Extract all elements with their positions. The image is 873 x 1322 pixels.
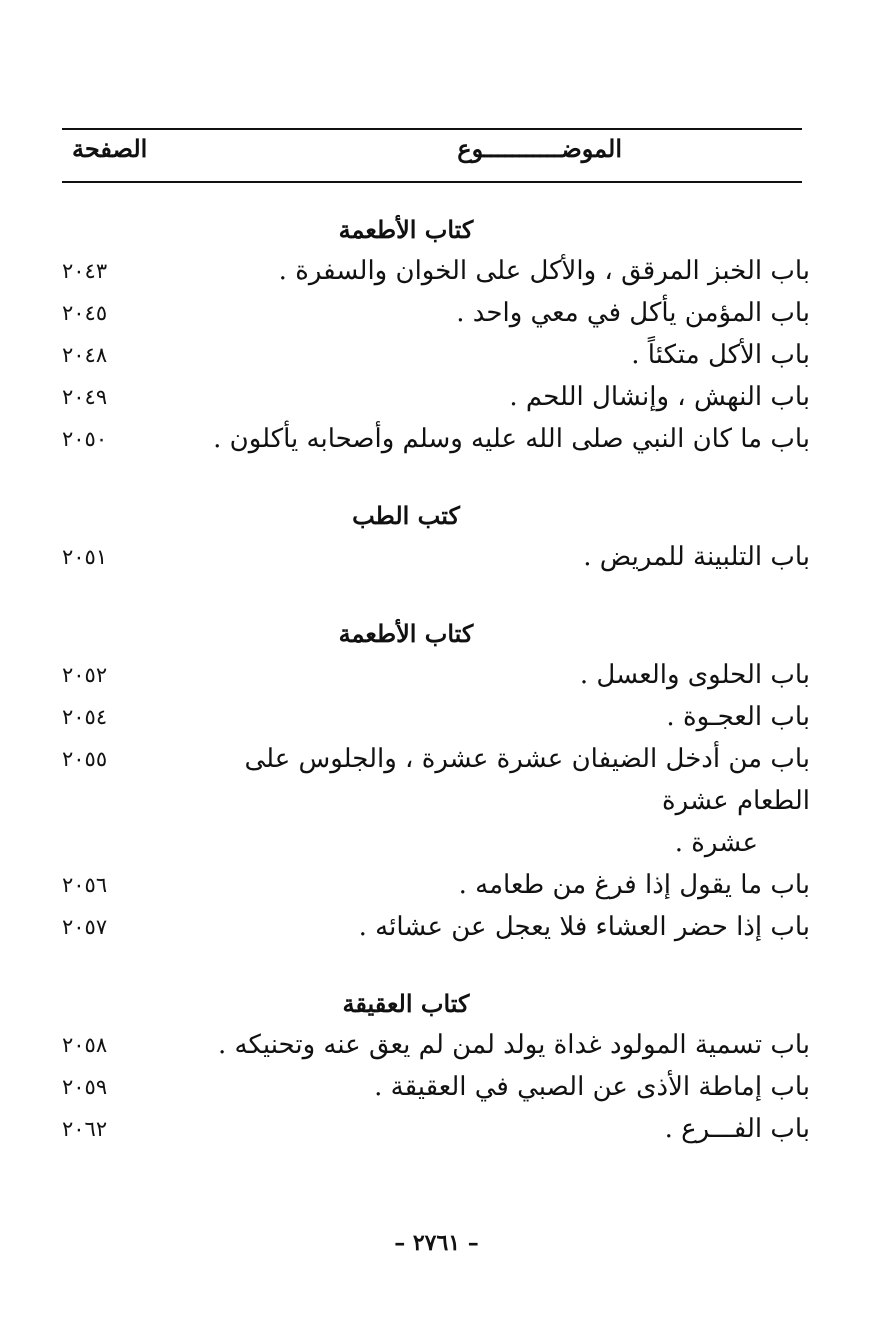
toc-entry bbox=[62, 1108, 810, 1150]
entry-title: باب الفـــرع . bbox=[664, 1114, 810, 1144]
toc-entry bbox=[62, 738, 810, 864]
page-column-header: الصفحة bbox=[72, 134, 148, 163]
toc-entry bbox=[62, 334, 810, 376]
entry-title: باب الخبز المرقق ، والأكل على الخوان والسفرة . bbox=[278, 256, 810, 286]
header-bottom-rule bbox=[62, 181, 802, 183]
entry-page-number: ٢٠٥٧ bbox=[62, 915, 108, 939]
toc-entry bbox=[62, 1066, 810, 1108]
entry-title: باب المؤمن يأكل في معي واحد . bbox=[456, 298, 810, 328]
toc-entry bbox=[62, 292, 810, 334]
entry-title: باب من أدخل الضيفان عشرة عشرة ، والجلوس على الطعام عشرة bbox=[244, 744, 810, 816]
toc-entry bbox=[62, 376, 810, 418]
entry-title: باب ما كان النبي صلى الله عليه وسلم وأصحابه يأكلون . bbox=[213, 424, 810, 454]
entry-page-number: ٢٠٥٩ bbox=[62, 1075, 108, 1099]
subject-column-header: الموضـــــــــــوع bbox=[457, 134, 622, 163]
entry-page-number: ٢٠٦٢ bbox=[62, 1117, 108, 1141]
toc-entry bbox=[62, 418, 810, 460]
entry-page-number: ٢٠٥٢ bbox=[62, 663, 108, 687]
entry-title: باب إذا حضر العشاء فلا يعجل عن عشائه . bbox=[358, 912, 810, 942]
entry-title: باب إماطة الأذى عن الصبي في العقيقة . bbox=[374, 1072, 810, 1102]
entry-title: باب الأكل متكئاً . bbox=[631, 340, 810, 370]
section-book-of-foods-2 bbox=[62, 614, 810, 948]
table-header bbox=[62, 134, 802, 174]
section-book-of-medicine bbox=[62, 496, 810, 578]
entry-title: باب التلبينة للمريض . bbox=[583, 542, 810, 572]
toc-entry bbox=[62, 654, 810, 696]
section-title: كتاب الأطعمة bbox=[338, 215, 474, 244]
entry-title: باب ما يقول إذا فرغ من طعامه . bbox=[458, 870, 810, 900]
entry-title: باب العجـوة . bbox=[666, 702, 810, 732]
top-rule bbox=[62, 128, 802, 130]
entry-page-number: ٢٠٤٨ bbox=[62, 343, 108, 367]
section-title: كتاب العقيقة bbox=[342, 989, 470, 1018]
toc-entry bbox=[62, 864, 810, 906]
page-number-footer: – ٢٧٦١ – bbox=[394, 1230, 479, 1256]
table-of-contents bbox=[62, 210, 810, 1186]
entry-page-number: ٢٠٥٨ bbox=[62, 1033, 108, 1057]
section-title: كتب الطب bbox=[352, 501, 460, 530]
section-book-of-foods-1 bbox=[62, 210, 810, 460]
entry-title: باب الحلوى والعسل . bbox=[579, 660, 810, 690]
entry-page-number: ٢٠٤٩ bbox=[62, 385, 108, 409]
entry-title-continuation: عشرة . bbox=[674, 828, 758, 858]
section-title: كتاب الأطعمة bbox=[338, 619, 474, 648]
entry-title: باب تسمية المولود غداة يولد لمن لم يعق عنه وتحنيكه . bbox=[218, 1030, 810, 1060]
entry-page-number: ٢٠٥٦ bbox=[62, 873, 108, 897]
toc-entry bbox=[62, 906, 810, 948]
entry-page-number: ٢٠٤٥ bbox=[62, 301, 108, 325]
entry-page-number: ٢٠٥١ bbox=[62, 545, 108, 569]
entry-page-number: ٢٠٥٤ bbox=[62, 705, 108, 729]
entry-title: باب النهش ، وإنشال اللحم . bbox=[509, 382, 810, 412]
toc-entry bbox=[62, 696, 810, 738]
entry-page-number: ٢٠٤٣ bbox=[62, 259, 108, 283]
entry-page-number: ٢٠٥٠ bbox=[62, 427, 108, 451]
toc-entry bbox=[62, 536, 810, 578]
section-book-of-aqiqah bbox=[62, 984, 810, 1150]
entry-page-number: ٢٠٥٥ bbox=[62, 747, 108, 771]
toc-entry bbox=[62, 1024, 810, 1066]
toc-entry bbox=[62, 250, 810, 292]
